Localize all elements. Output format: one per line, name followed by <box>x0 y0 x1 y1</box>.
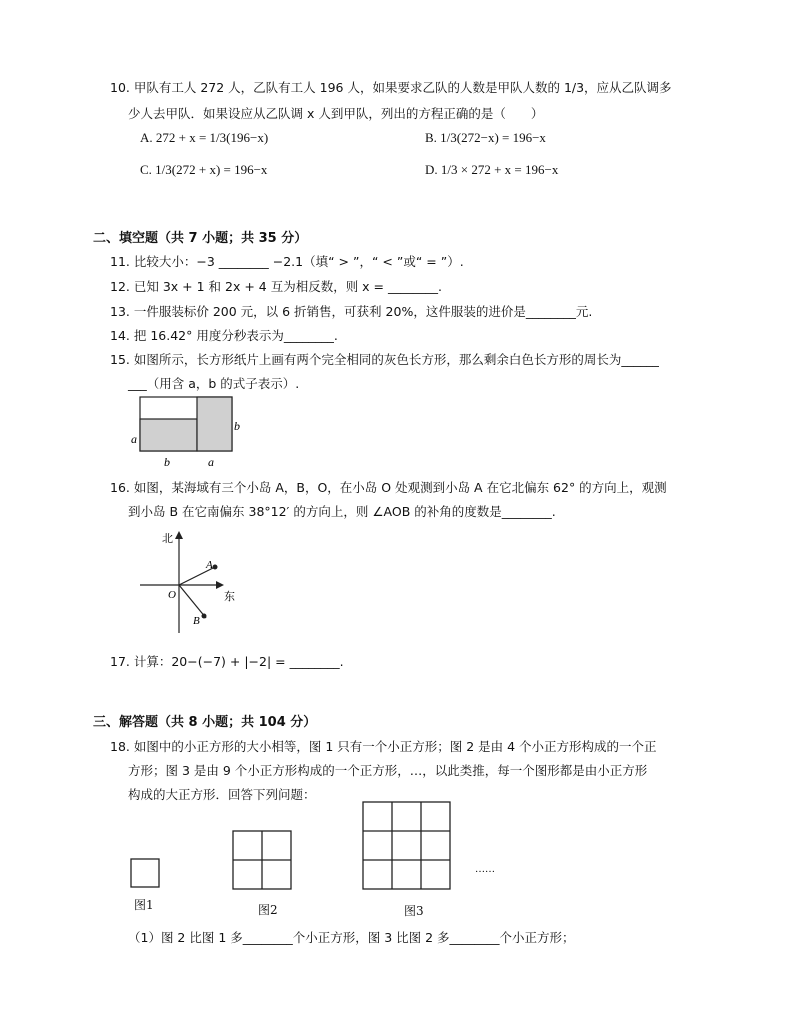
q10-option-d: D. 1/3 × 272 + x = 196−x <box>425 162 559 177</box>
section-title-solve: 三、解答题（共 8 小题；共 104 分） <box>93 715 317 730</box>
section-title-fill-blank: 二、填空题（共 7 小题；共 35 分） <box>93 231 308 246</box>
east-arrow-icon <box>216 581 224 589</box>
gray-rectangle-horizontal <box>140 419 197 451</box>
q12: 12. 已知 3x + 1 和 2x + 4 互为相反数，则 x = ________. <box>110 279 442 294</box>
q14: 14. 把 16.42° 用度分秒表示为________. <box>110 328 338 343</box>
q16-compass-figure <box>140 528 245 638</box>
q11: 11. 比较大小：−3 ________ −2.1（填“ > ”，“ < ”或“ = ”）. <box>110 254 464 269</box>
q15-line1: 15. 如图所示，长方形纸片上画有两个完全相同的灰色长方形，那么剩余白色长方形的周长为______ <box>110 352 659 367</box>
label-a-bottom: a <box>208 455 214 469</box>
label-north: 北 <box>162 533 173 545</box>
q18-line2: 方形；图 3 是由 9 个小正方形构成的一个正方形，…，以此类推，每一个图形都是由小正方形 <box>128 763 648 778</box>
label-b-right: b <box>234 419 240 433</box>
north-arrow-icon <box>175 531 183 539</box>
ellipsis: …… <box>475 864 495 875</box>
q10-option-b: B. 1/3(272−x) = 196−x <box>425 130 546 145</box>
ray-ob <box>179 585 206 618</box>
q18-line3: 构成的大正方形．回答下列问题： <box>128 787 316 802</box>
q16-line2: 到小岛 B 在它南偏东 38°12′ 的方向上，则 ∠AOB 的补角的度数是________. <box>128 504 556 519</box>
q17: 17. 计算：20−(−7) + |−2| = ________. <box>110 654 344 669</box>
q10-line2: 少人去甲队．如果设应从乙队调 x 人到甲队，列出的方程正确的是（ ） <box>128 106 544 121</box>
point-a <box>213 565 218 570</box>
q18-line1: 18. 如图中的小正方形的大小相等，图 1 只有一个小正方形；图 2 是由 4 个小正方形构成的一个正 <box>110 739 657 754</box>
fig1-label: 图1 <box>134 898 154 912</box>
q10-option-a: A. 272 + x = 1/3(196−x) <box>140 130 269 145</box>
fig2-label: 图2 <box>258 903 278 917</box>
q18-squares-figure <box>130 800 510 920</box>
q10-line1: 10. 甲队有工人 272 人，乙队有工人 196 人，如果要求乙队的人数是甲队人数的 1/3，应从乙队调多 <box>110 80 672 95</box>
q10-option-c: C. 1/3(272 + x) = 196−x <box>140 162 268 177</box>
label-east: 东 <box>224 591 235 603</box>
point-b <box>202 614 207 619</box>
label-a: A <box>206 559 213 571</box>
q15-line2: ___（用含 a，b 的式子表示）. <box>128 376 300 391</box>
label-a-left: a <box>131 432 137 446</box>
q18-sub1: （1）图 2 比图 1 多________个小正方形，图 3 比图 2 多________个小正方形； <box>128 930 575 945</box>
gray-rectangle-vertical <box>197 397 232 451</box>
fig1-square <box>131 859 159 887</box>
label-b: B <box>193 615 200 627</box>
fig3-grid <box>363 802 450 889</box>
q16-line1: 16. 如图，某海域有三个小岛 A，B，O，在小岛 O 处观测到小岛 A 在它北偏东 62° 的方向上，观测 <box>110 480 667 495</box>
label-o: O <box>168 589 176 601</box>
q13: 13. 一件服装标价 200 元，以 6 折销售，可获利 20%，这件服装的进价是________元. <box>110 304 593 319</box>
q15-rectangle-figure <box>128 392 248 472</box>
label-b-bottom: b <box>164 455 170 469</box>
fig3-label: 图3 <box>404 904 424 918</box>
